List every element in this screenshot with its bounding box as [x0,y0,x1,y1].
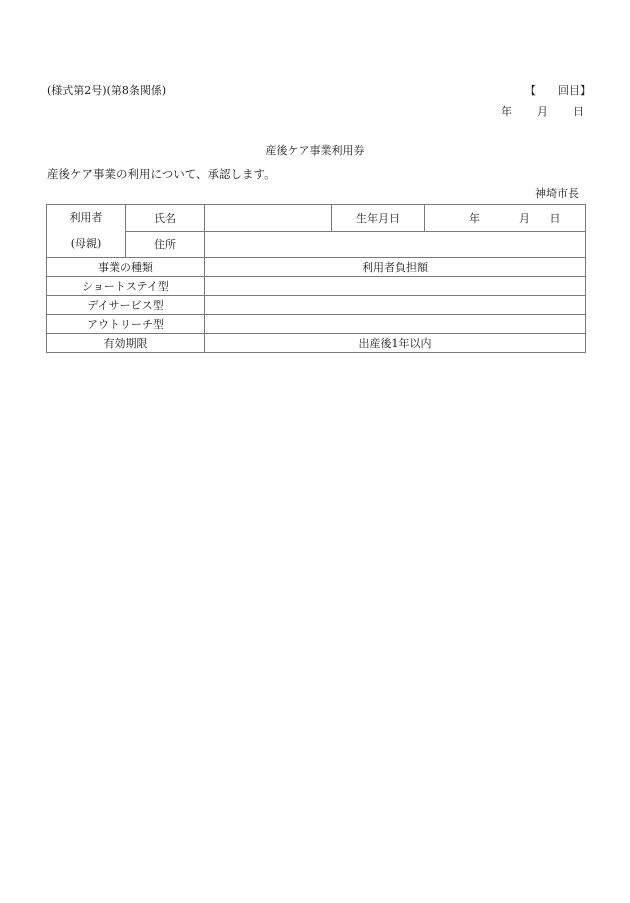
table-row [47,315,586,334]
table-row [47,296,586,315]
voucher-table [46,204,586,353]
birthdate-day: 日 [549,211,561,225]
user-label-cell [47,205,126,258]
approval-statement: 産後ケア事業の利用について、承認します。 [47,167,276,181]
service-burden [205,296,586,315]
service-name: アウトリーチ型 [47,315,205,334]
service-name: デイサービス型 [47,296,205,315]
header-row [47,258,586,277]
address-field [205,231,586,258]
table-row [47,277,586,296]
name-row [47,205,586,232]
validity-label: 有効期限 [47,334,205,353]
name-label: 氏名 [126,205,205,232]
mother-label: (母親) [70,237,102,250]
form-number: (様式第2号)(第8条関係) [47,84,167,97]
address-row [47,231,586,258]
issue-date [501,103,584,119]
user-label: 利用者 [69,211,103,224]
validity-value: 出産後1年以内 [205,334,586,353]
service-burden [205,315,586,334]
service-name: ショートステイ型 [47,277,205,296]
burden-header: 利用者負担額 [205,258,586,277]
service-burden [205,277,586,296]
address-label: 住所 [126,231,205,258]
issue-date-day: 日 [573,105,584,118]
name-field [205,205,332,232]
birthdate-field [425,205,586,232]
document-title: 産後ケア事業利用券 [265,144,365,157]
birthdate-month: 月 [519,211,530,225]
issue-date-year: 年 [501,105,512,118]
birthdate-label: 生年月日 [332,205,425,232]
usage-count-label: 【 回目】 [525,84,591,97]
birthdate-year: 年 [469,211,480,225]
service-type-header: 事業の種類 [47,258,205,277]
validity-row [47,334,586,353]
issue-date-month: 月 [537,105,548,118]
issuer-name: 神埼市長 [535,187,579,200]
